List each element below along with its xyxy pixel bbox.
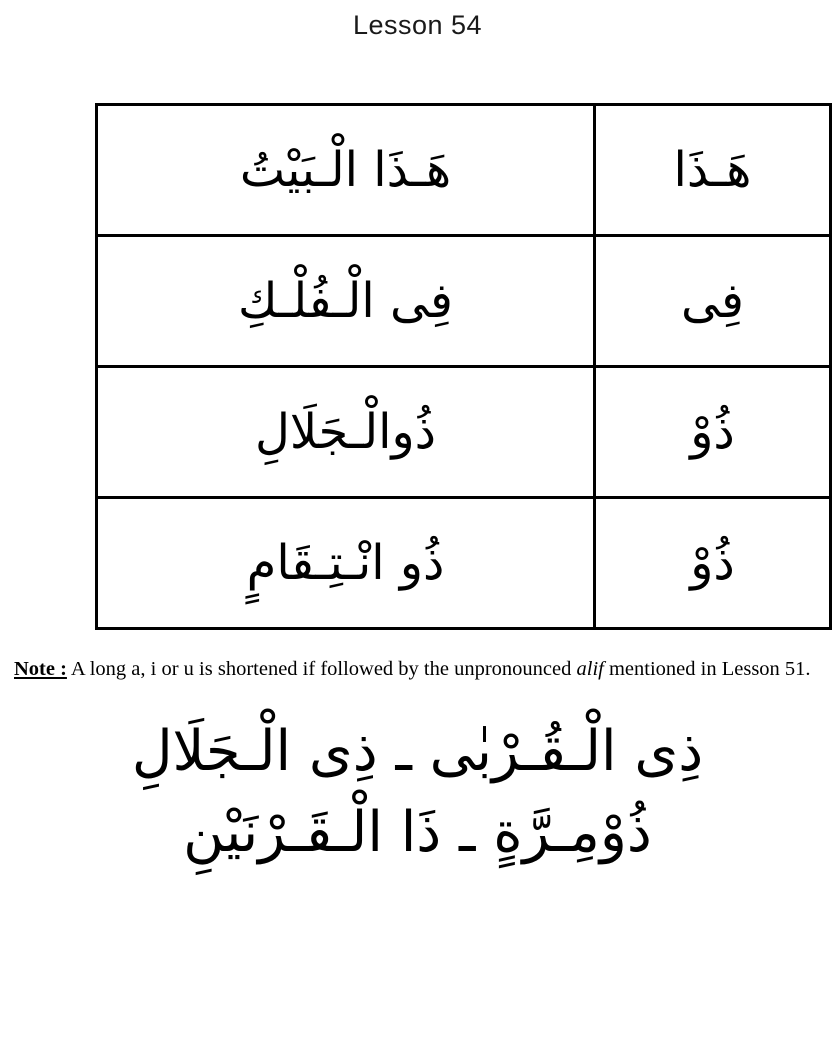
note-paragraph [0,656,835,683]
table-cell-phrase: ذُوالْـجَلَالِ [97,367,595,498]
table-cell-word: هَـذَا [595,105,831,236]
page-title: Lesson 54 [352,10,483,40]
table-cell-phrase: فِى الْـفُلْـكِ [97,236,595,367]
table-row [97,236,831,367]
table-row [97,105,831,236]
table-cell-phrase: ذُو انْـتِـقَامٍ [97,498,595,629]
table-row [97,498,831,629]
note-text-after: mentioned in Lesson 51. [603,658,811,680]
table-cell-phrase: هَـذَا الْـبَيْتُ [97,105,595,236]
table-cell-word: ذُوْ [595,498,831,629]
example-line: ذِى الْـقُـرْبٰى ـ ذِى الْـجَلَالِ [131,718,704,784]
example-line: ذُوْمِـرَّةٍ ـ ذَا الْـقَـرْنَيْنِ [183,799,652,865]
examples-block [0,711,835,873]
words-table [95,103,832,630]
table-cell-word: فِى [595,236,831,367]
note-text-before: A long a, i or u is shortened if followed by the unpronounced [66,658,577,680]
note-italic-term: alif [576,658,604,680]
words-table-container [0,103,835,630]
note-label: Note : [14,658,67,680]
table-cell-word: ذُوْ [595,367,831,498]
table-row [97,367,831,498]
